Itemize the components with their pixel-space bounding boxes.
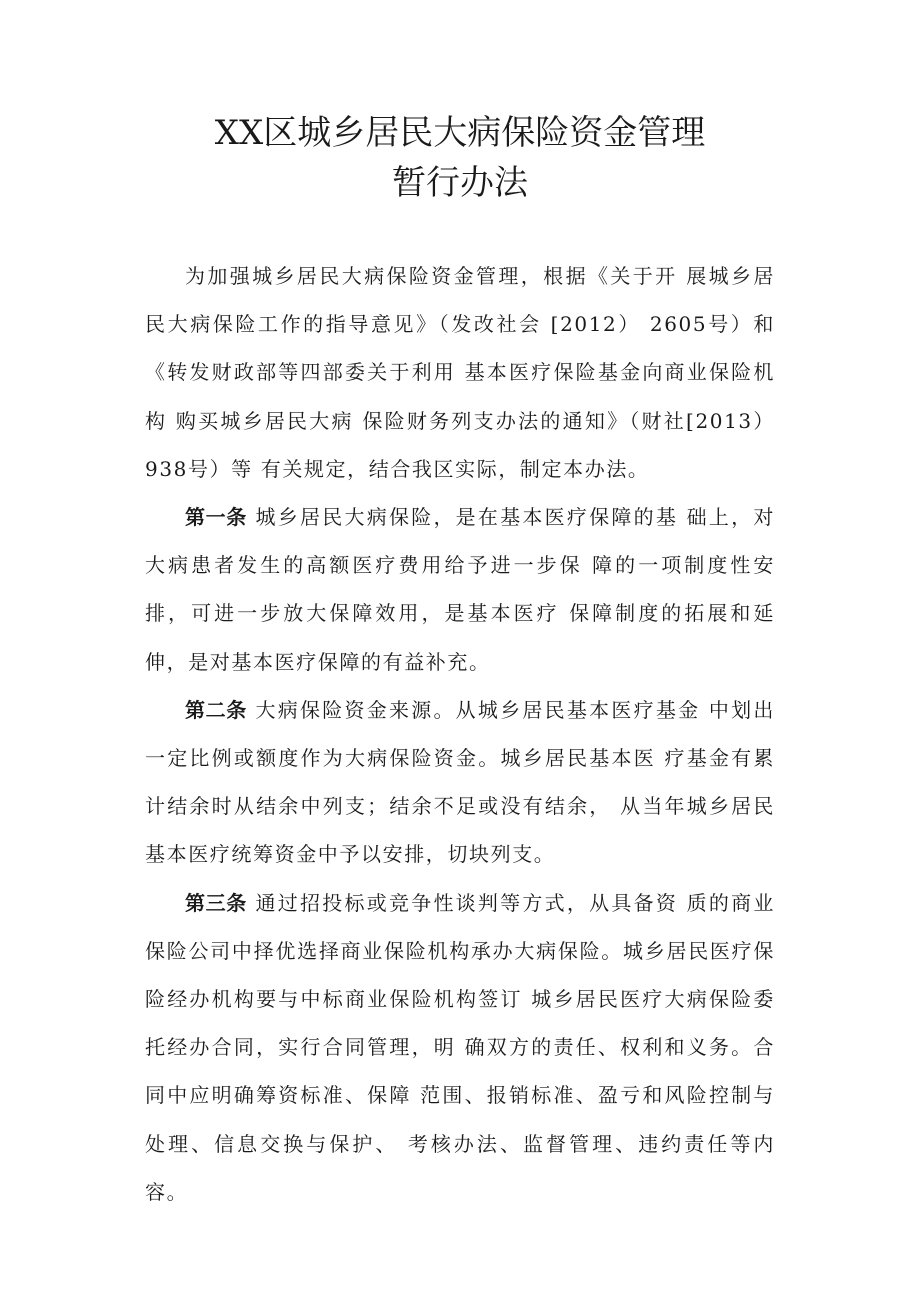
article-2 [145,686,775,879]
title-line-2: 暂行办法 [392,163,528,203]
document-title [0,108,920,208]
article-1-text: 城乡居民大病保险，是在基本医疗保障的基 础上，对大病患者发生的高额医疗费用给予进一步保 障的一项制度性安排，可进一步放大保障效用，是基本医疗 保障制度的拓展和延伸，是对基本医疗保障的有益补充。 [145,505,775,674]
article-3-heading: 第三条 [185,890,247,915]
article-1-heading: 第一条 [185,505,247,530]
article-3 [145,879,775,1216]
article-1 [145,493,775,686]
intro-paragraph: 为加强城乡居民大病保险资金管理，根据《关于开 展城乡居民大病保险工作的指导意见》（发改社会 [2012） 2605号）和《转发财政部等四部委关于利用 基本医疗保险基金向商业保险机构 购买城乡居民大病 保险财务列支办法的通知》（财社[2013）938号）等 有关规定，结合我区实际，制定本办法。 [145,264,775,481]
article-2-text: 大病保险资金来源。从城乡居民基本医疗基金 中划出一定比例或额度作为大病保险资金。城乡居民基本医 疗基金有累计结余时从结余中列支；结余不足或没有结余， 从当年城乡居民基本医疗统筹资金中予以安排，切块列支。 [145,697,775,867]
document-body [145,252,775,1216]
article-2-heading: 第二条 [185,697,247,722]
article-3-text: 通过招投标或竞争性谈判等方式，从具备资 质的商业保险公司中择优选择商业保险机构承办大病保险。城乡居民医疗保险经办机构要与中标商业保险机构签订 城乡居民医疗大病保险委托经办合同，实行合同管理，明 确双方的责任、权利和义务。合同中应明确筹资标准、保障 范围、报销标准、盈亏和风险控制与处理、信息交换与保护、 考核办法、监督管理、违约责任等内容。 [145,890,775,1204]
title-line-1: XX区城乡居民大病保险资金管理 [214,113,706,153]
